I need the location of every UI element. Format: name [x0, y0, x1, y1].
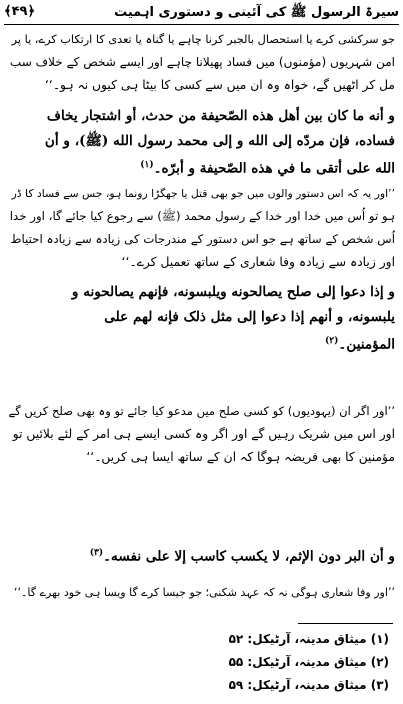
text-line: مؤمنین کا بھی فریضہ ہوگا کہ ان کے ساتھ ایسا ہی کریں۔‘‘ — [86, 450, 395, 464]
urdu-translation-2 — [8, 400, 395, 469]
text-line: فساده، فإن مردّه إلى الله و إلى محمد رسول الله (ﷺ)، و أن — [44, 132, 395, 149]
urdu-translation-1 — [8, 182, 395, 274]
text-line: و أن البر دون الإثم، لا يكسب كاسب إلا على نفسه۔$^{(۳)}$ — [89, 548, 395, 565]
text-line: و أنه ما كان بين أهل هذه الصّحيفة من حدث، أو اشتجار يخاف — [46, 108, 395, 124]
footnote-ref: (۲) — [325, 336, 339, 346]
text-line: مل کر اٹھیں گے، خواہ وہ ان میں سے کسی کا بیٹا ہی کیوں نہ ہو۔‘‘ — [45, 78, 395, 92]
text-line: و إذا دعوا إلى صلح يصالحونه ويلبسونه، فإنهم يصالحونه و — [71, 284, 395, 300]
text-line: جو سرکشی کرے یا استحصال بالجبر کرنا چاہے یا گناہ یا تعدی کا ارتکاب کرے، یا پر — [11, 33, 395, 46]
footnote-separator — [298, 623, 393, 624]
footnote-2: (۲) میثاق مدینہ، آرٹیکل: ۵۵ — [228, 655, 389, 669]
footnote-ref: (۳) — [89, 548, 104, 558]
header-rule — [4, 24, 399, 25]
arabic-quote-3 — [8, 541, 395, 569]
page-number: ﴿۴۹﴾ — [4, 4, 36, 19]
text-line: ’’اور اگر ان (یہودیوں) کو کسی صلح میں مدعو کیا جائے تو وہ بھی صلح کریں گے — [8, 404, 395, 418]
footnote-ref: (۱) — [140, 160, 154, 170]
footnote-1: (۱) میثاق مدینہ، آرٹیکل: ۵۲ — [228, 632, 389, 646]
text-line: المؤمنين۔$^{(۲)}$ — [325, 336, 395, 353]
arabic-quote-2 — [8, 280, 395, 357]
running-title: سیرۃ الرسول ﷺ کی آئینی و دستوری اہمیت — [114, 5, 399, 20]
text-line: اُس شخص کے ساتھ ہے جو اس دستور کے مندرجات کی زیادہ سے زیادہ احتیاط — [10, 232, 395, 246]
text-line: اور زیادہ سے زیادہ وفا شعاری کے ساتھ تعمیل کرے۔‘‘ — [121, 255, 395, 269]
footnotes — [229, 628, 389, 697]
text-line: ’’اور یہ کہ اس دستور والوں میں جو بھی قتل یا جھگڑا رونما ہو، جس سے فساد کا ڈر — [11, 187, 395, 200]
urdu-paragraph-1 — [8, 28, 395, 97]
footnote-3: (۳) میثاق مدینہ، آرٹیکل: ۵۹ — [228, 678, 389, 692]
text-line: ہو تو اُس میں خدا اور خدا کے رسول محمد (ﷺ) سے رجوع کیا جائے گا، اور خدا — [9, 209, 395, 223]
text-line: امن شہریوں (مؤمنوں) میں فساد پھیلانا چاہے اور ایسے شخص کے خلاف سب — [9, 55, 395, 69]
text-line: ’’اور وفا شعاری ہوگی نہ کہ عہد شکنی؛ جو جیسا کرے گا ویسا ہی خود بھرے گا۔‘‘ — [13, 586, 395, 599]
text-line: الله على أتقى ما في هذه الصّحيفة و أبرّه۔$^{(۱)}$ — [140, 160, 395, 177]
page-header — [4, 2, 399, 26]
text-line: اور اس میں شریک رہیں گے اور اگر وہ کسی ایسے ہی امر کے لئے بلائیں تو — [12, 427, 395, 441]
text-line: يلبسونه، و أنهم إذا دعوا إلى مثل ذلک فإنه لهم على — [104, 308, 395, 325]
urdu-translation-3 — [8, 581, 395, 604]
arabic-quote-1 — [8, 104, 395, 181]
